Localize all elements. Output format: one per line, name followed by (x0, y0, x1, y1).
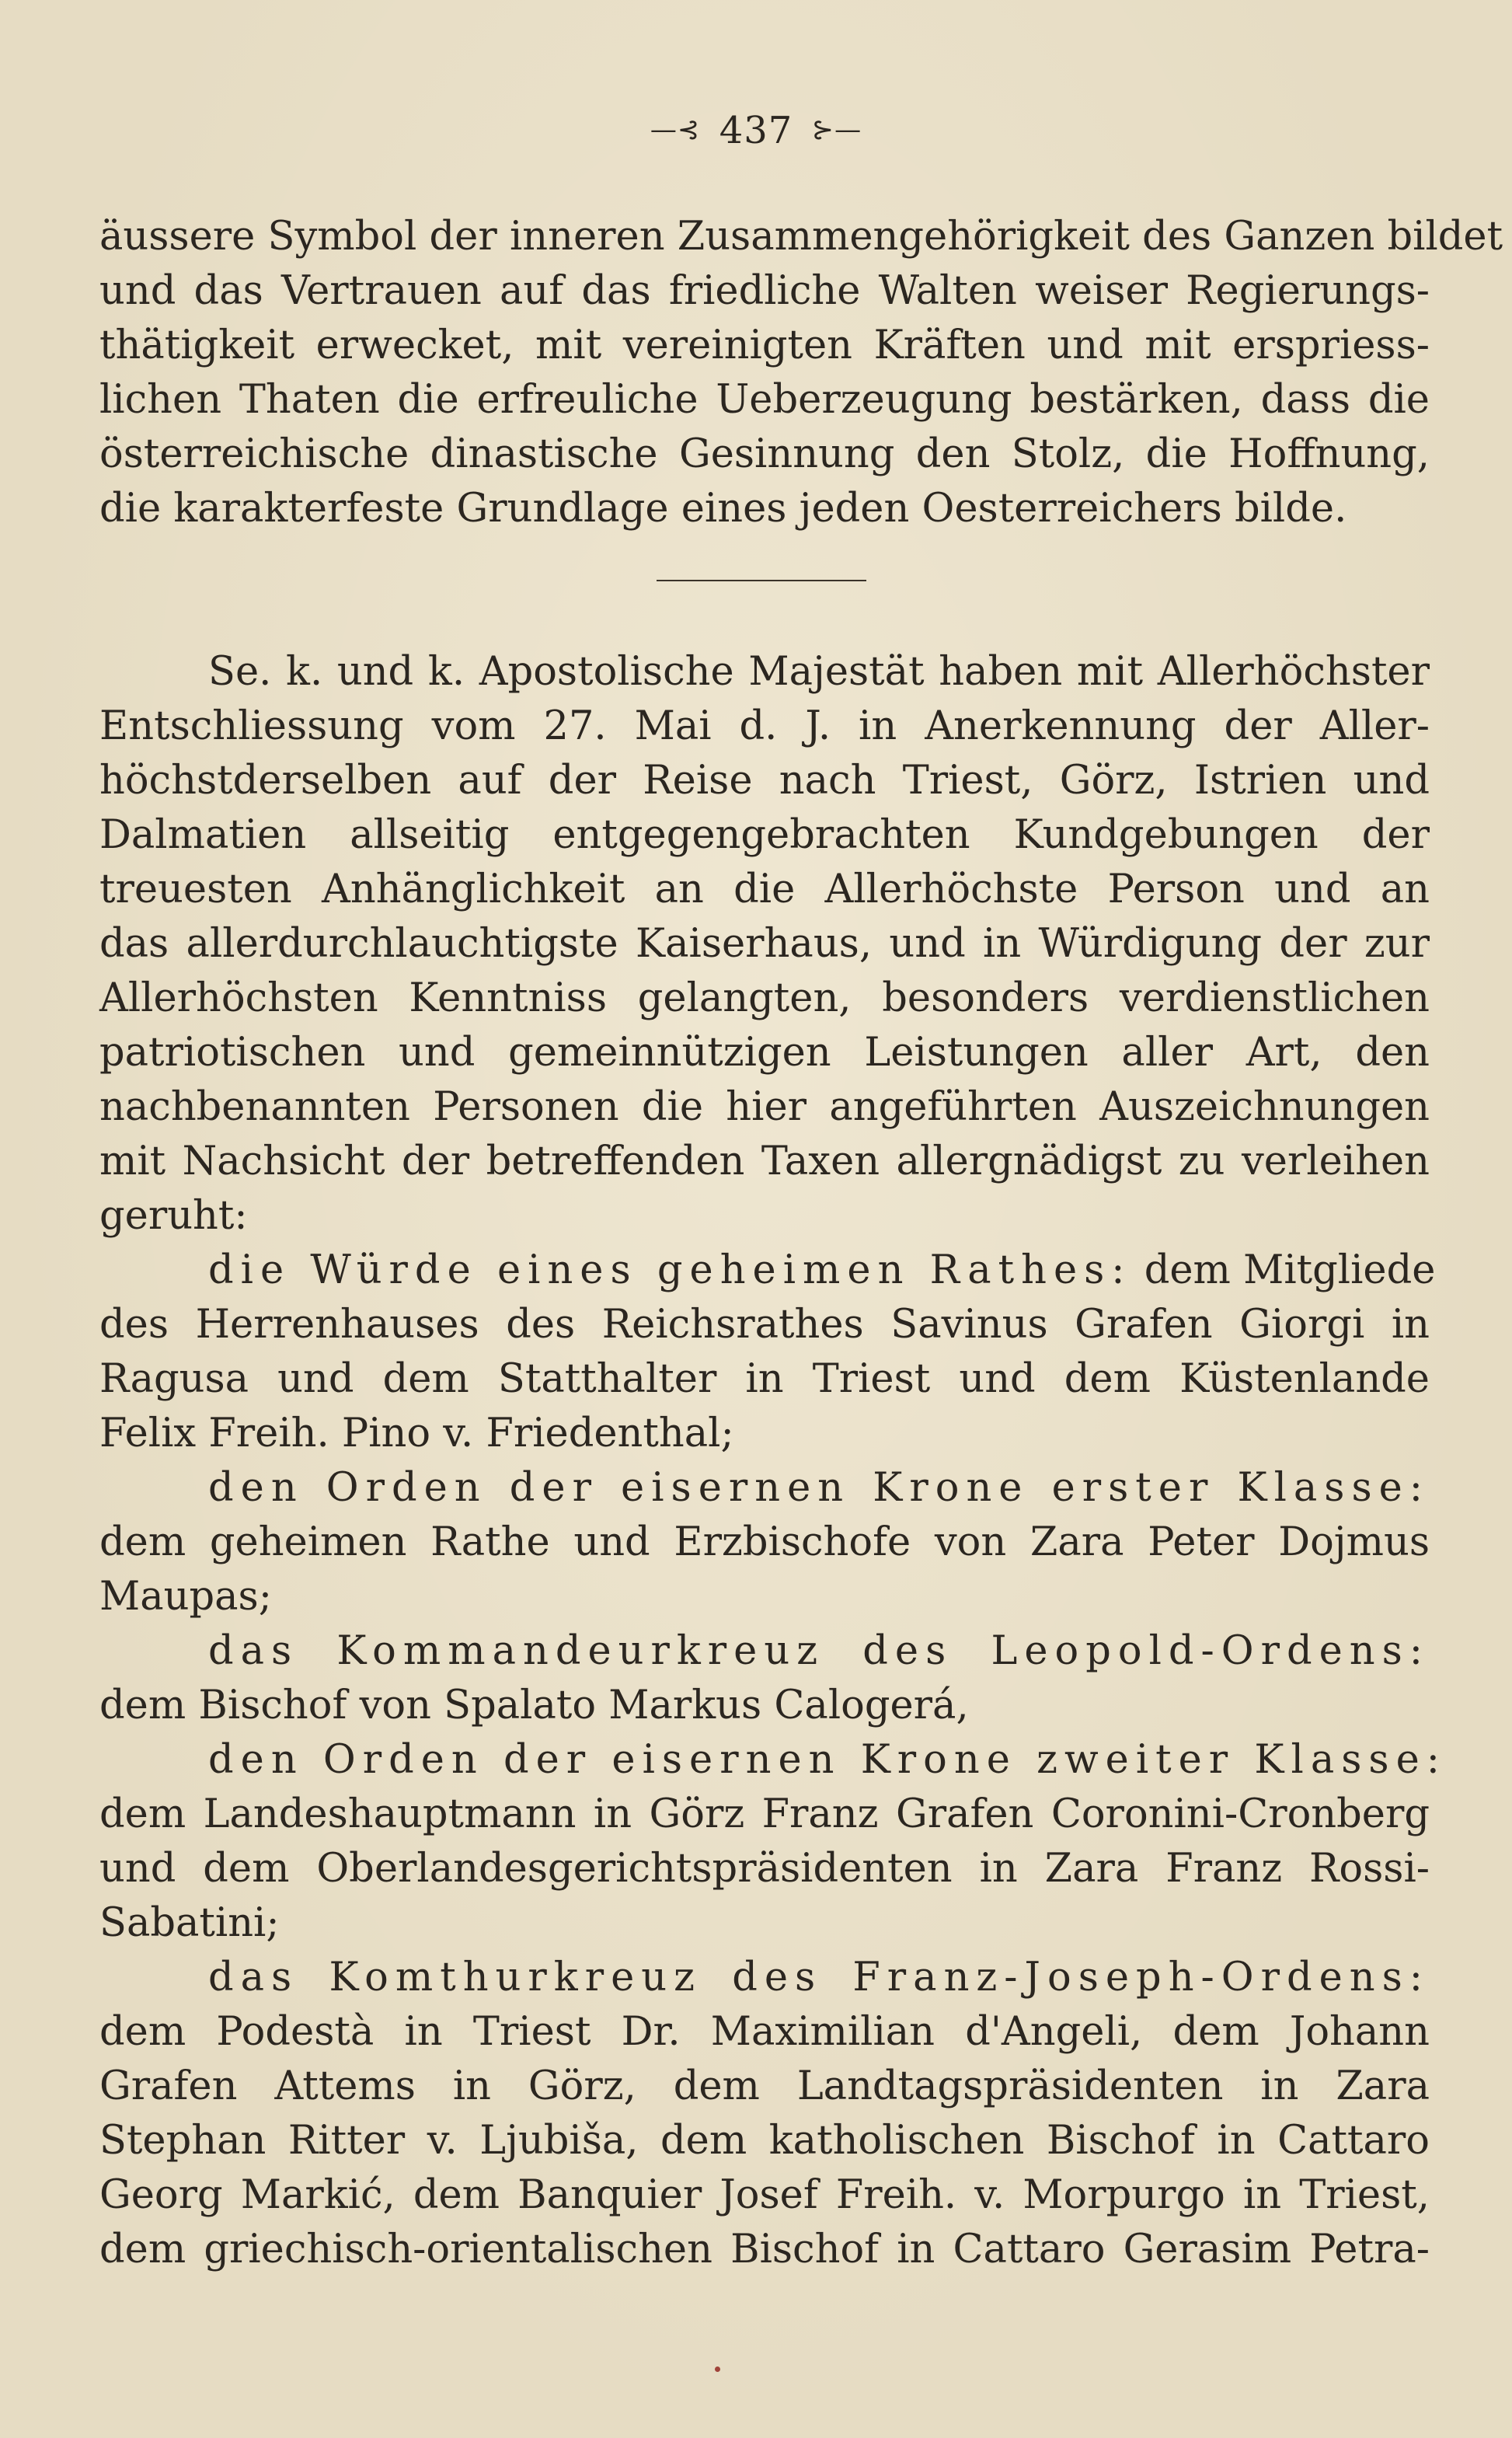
text-line: des Herrenhauses des Reichsrathes Savinus Grafen Giorgi in (99, 1302, 1430, 1348)
award-title: die Würde eines geheimen Rathes: (208, 1247, 1132, 1293)
text-line: geruht: (99, 1193, 248, 1239)
text-line: Entschliessung vom 27. Mai d. J. in Anerkennung der Aller- (99, 703, 1430, 749)
text-line: österreichische dinastische Gesinnung den Stolz, die Hoffnung, (99, 431, 1430, 477)
text-line: patriotischen und gemeinnützigen Leistungen aller Art, den (99, 1030, 1430, 1076)
text-line: Grafen Attems in Görz, dem Landtagspräsidenten in Zara (99, 2063, 1430, 2109)
text-line: treuesten Anhänglichkeit an die Allerhöchste Person und an (99, 867, 1430, 912)
award-title: den Orden der eisernen Krone erster Klasse: (208, 1465, 1430, 1511)
text-line: dem Landeshauptmann in Görz Franz Grafen Coronini-Cronberg (99, 1791, 1430, 1837)
text-line: dem Bischof von Spalato Markus Calogerá, (99, 1683, 969, 1728)
text-line: mit Nachsicht der betreffenden Taxen allergnädigst zu verleihen (99, 1139, 1430, 1184)
text-line: thätigkeit erwecket, mit vereinigten Kräften und mit erspriess- (99, 323, 1430, 368)
text-line: Sabatini; (99, 1900, 280, 1946)
text-line: Georg Markić, dem Banquier Josef Freih. v. Morpurgo in Triest, (99, 2172, 1430, 2218)
text-line: Dalmatien allseitig entgegengebrachten Kundgebungen der (99, 812, 1430, 858)
paper-speck (715, 2366, 720, 2372)
text-line: dem geheimen Rathe und Erzbischofe von Zara Peter Dojmus (99, 1519, 1430, 1565)
text-line: Maupas; (99, 1574, 272, 1620)
ornament-left-icon: —⊰ (650, 114, 701, 145)
text-line: Felix Freih. Pino v. Friedenthal; (99, 1411, 734, 1456)
text-line: dem Podestà in Triest Dr. Maximilian d'Angeli, dem Johann (99, 2009, 1430, 2055)
text-line: Se. k. und k. Apostolische Majestät haben mit Allerhöchster (208, 649, 1430, 695)
page-number: 437 (719, 109, 793, 152)
text-line: Ragusa und dem Statthalter in Triest und dem Küstenlande (99, 1356, 1430, 1402)
text-line: Stephan Ritter v. Ljubiša, dem katholischen Bischof in Cattaro (99, 2118, 1430, 2164)
section-divider (657, 580, 866, 581)
award-line (99, 1243, 1436, 1298)
text-line: Allerhöchsten Kenntniss gelangten, besonders verdienstlichen (99, 975, 1430, 1021)
award-title: das Kommandeurkreuz des Leopold-Ordens: (208, 1628, 1430, 1674)
text-line: höchstderselben auf der Reise nach Triest, Görz, Istrien und (99, 758, 1430, 804)
award-text: dem Mitgliede (1144, 1247, 1436, 1293)
text-line: lichen Thaten die erfreuliche Ueberzeugung bestärken, dass die (99, 377, 1430, 423)
award-title: den Orden der eisernen Krone zweiter Klasse: (208, 1737, 1447, 1783)
ornament-right-icon: ⊱— (811, 114, 862, 145)
text-line: äussere Symbol der inneren Zusammengehörigkeit des Ganzen bildet (99, 214, 1503, 260)
text-line: nachbenannten Personen die hier angeführten Auszeichnungen (99, 1084, 1430, 1130)
page-header (0, 109, 1512, 152)
text-line: die karakterfeste Grundlage eines jeden Oesterreichers bilde. (99, 486, 1347, 532)
award-title: das Komthurkreuz des Franz-Joseph-Ordens: (208, 1955, 1430, 2000)
text-line: und das Vertrauen auf das friedliche Walten weiser Regierungs- (99, 268, 1430, 314)
text-line: und dem Oberlandesgerichtspräsidenten in Zara Franz Rossi- (99, 1846, 1430, 1892)
text-line: dem griechisch-orientalischen Bischof in Cattaro Gerasim Petra- (99, 2227, 1430, 2272)
text-line: das allerdurchlauchtigste Kaiserhaus, und in Würdigung der zur (99, 921, 1430, 967)
